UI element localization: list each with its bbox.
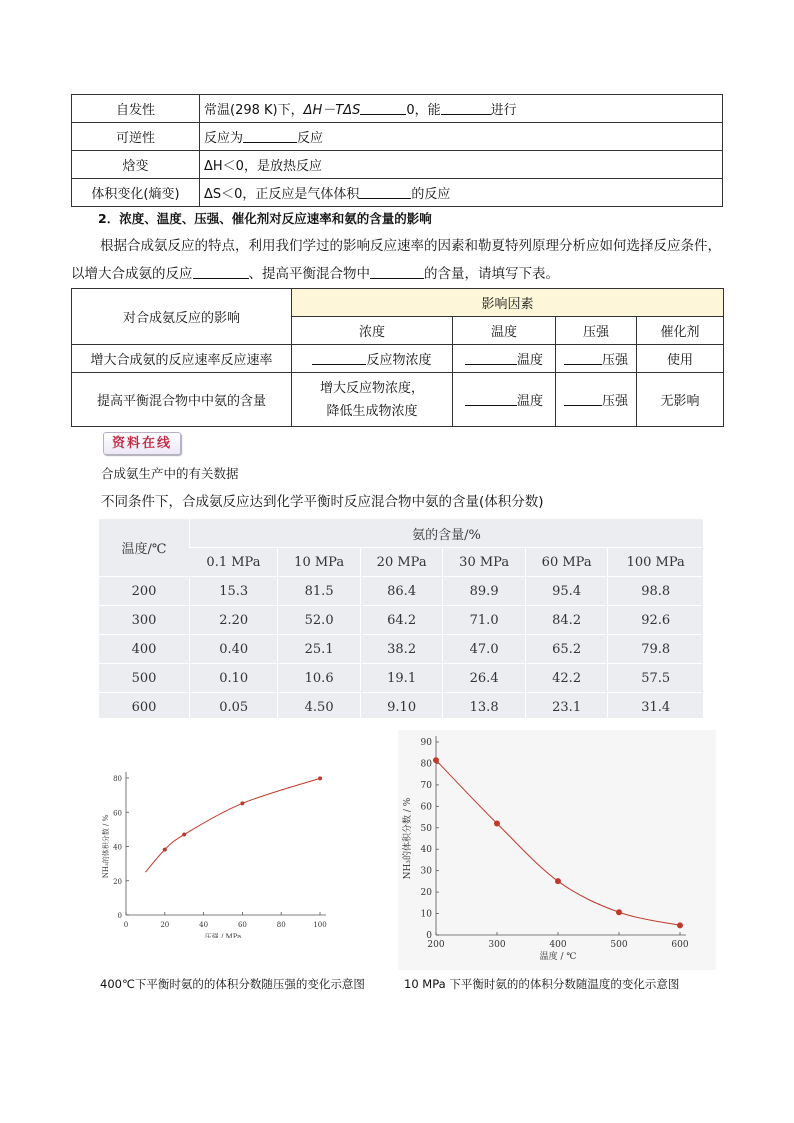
fill-blank	[564, 351, 602, 365]
y-tick-label: 20	[113, 877, 122, 886]
row-label: 增大合成氨的反应速率反应速率	[72, 345, 292, 373]
property-value: ΔS＜0，正反应是气体体积 的反应	[200, 179, 723, 207]
column-header: 催化剂	[637, 317, 724, 345]
y-tick-label: 0	[117, 912, 122, 920]
property-key: 可逆性	[72, 123, 200, 151]
property-key: 自发性	[72, 95, 200, 123]
chart-background	[398, 730, 716, 970]
table-row	[72, 345, 724, 373]
table-cell: 温度	[453, 373, 556, 427]
y-tick-label: 60	[420, 802, 432, 813]
chart-svg	[398, 730, 716, 970]
column-header: 60 MPa	[525, 548, 608, 577]
table-cell: 19.1	[360, 664, 443, 693]
y-tick-label: 40	[420, 845, 432, 856]
temperature-chart	[398, 730, 716, 970]
table-cell: 温度	[453, 345, 556, 373]
data-point	[182, 833, 186, 837]
row-label: 提高平衡混合物中中氨的含量	[72, 373, 292, 427]
table-cell: 81.5	[278, 577, 361, 606]
y-tick-label: 90	[420, 738, 432, 748]
data-point	[494, 820, 500, 826]
x-tick-label: 80	[276, 921, 286, 929]
table-cell: 47.0	[443, 635, 526, 664]
y-tick-label: 60	[113, 809, 122, 818]
table-cell: 26.4	[443, 664, 526, 693]
table-cell: 57.5	[608, 664, 703, 693]
table-cell: 42.2	[525, 664, 608, 693]
x-tick-label: 200	[427, 940, 445, 950]
column-header: 压强	[556, 317, 637, 345]
table-cell: 95.4	[525, 577, 608, 606]
fill-blank	[465, 351, 517, 365]
data-point	[433, 757, 439, 763]
table-cell: 15.3	[190, 577, 278, 606]
chart-svg	[98, 748, 338, 938]
table-row	[72, 95, 723, 123]
x-tick-label: 100	[313, 921, 327, 929]
table-cell: 71.0	[443, 606, 526, 635]
section-heading: 2．浓度、温度、压强、催化剂对反应速率和氨的含量的影响	[98, 211, 432, 226]
table-cell: 23.1	[525, 693, 608, 722]
table-row	[99, 693, 703, 722]
table-cell: 使用	[637, 345, 724, 373]
x-tick-label: 300	[488, 940, 506, 950]
data-subtitle: 不同条件下，合成氨反应达到化学平衡时反应混合物中氨的含量(体积分数)	[101, 494, 544, 510]
corner-cell: 对合成氨反应的影响	[72, 289, 292, 345]
property-key: 体积变化(熵变)	[72, 179, 200, 207]
chart-caption-pressure: 400℃下平衡时氨的的体积分数随压强的变化示意图	[100, 977, 365, 991]
x-axis-label: 压强 / MPa	[204, 933, 242, 938]
x-tick-label: 60	[237, 921, 247, 929]
table-cell: 38.2	[360, 635, 443, 664]
table-cell: 92.6	[608, 606, 703, 635]
data-point	[555, 878, 561, 884]
table-cell: 52.0	[278, 606, 361, 635]
data-point	[240, 801, 244, 805]
factor-table	[71, 288, 724, 427]
table-cell: 4.50	[278, 693, 361, 722]
data-title: 合成氨生产中的有关数据	[101, 466, 239, 481]
column-header: 30 MPa	[443, 548, 526, 577]
table-cell: 压强	[556, 345, 637, 373]
nh3-table-grid	[99, 519, 703, 722]
table-row	[72, 151, 723, 179]
table-cell: 64.2	[360, 606, 443, 635]
column-header: 0.1 MPa	[190, 548, 278, 577]
column-header: 温度	[453, 317, 556, 345]
property-value: 反应为 反应	[200, 123, 723, 151]
x-tick-label: 400	[549, 940, 567, 950]
table-row	[99, 635, 703, 664]
table-cell: 86.4	[360, 577, 443, 606]
table-cell: 增大反应物浓度， 降低生成物浓度	[292, 373, 453, 427]
table-cell: 10.6	[278, 664, 361, 693]
column-header: 20 MPa	[360, 548, 443, 577]
table-row	[72, 289, 724, 317]
group-header: 氨的含量/%	[190, 519, 704, 548]
table-cell: 反应物浓度	[292, 345, 453, 373]
fill-blank	[441, 101, 491, 115]
table-row	[99, 606, 703, 635]
row-temp: 500	[99, 664, 190, 693]
x-axis-label: 温度 / ℃	[539, 952, 577, 962]
row-header: 温度/℃	[99, 519, 190, 577]
table-row	[72, 179, 723, 207]
column-header: 浓度	[292, 317, 453, 345]
intro-paragraph: 根据合成氨反应的特点，利用我们学过的影响反应速率的因素和勒夏特列原理分析应如何选择反应条件，以增大合成氨的反应 、提高平衡混合物中 的含量，请填写下表。	[71, 238, 721, 282]
table-cell: 压强	[556, 373, 637, 427]
x-tick-label: 40	[199, 921, 209, 929]
x-tick-label: 20	[160, 921, 170, 929]
y-tick-label: 10	[420, 909, 432, 920]
fill-blank	[312, 351, 366, 365]
property-table	[71, 94, 723, 207]
fill-blank	[360, 101, 406, 115]
y-tick-label: 40	[113, 843, 122, 852]
table-cell: 0.05	[190, 693, 278, 722]
chart-caption-temperature: 10 MPa 下平衡时氨的的体积分数随温度的变化示意图	[404, 977, 680, 991]
chart-background	[98, 748, 338, 938]
row-temp: 600	[99, 693, 190, 722]
nh3-data-table	[99, 519, 703, 718]
fill-blank	[243, 129, 297, 143]
table-row	[72, 373, 724, 427]
table-cell: 84.2	[525, 606, 608, 635]
table-row	[99, 664, 703, 693]
y-tick-label: 80	[420, 759, 432, 770]
y-tick-label: 80	[113, 775, 122, 783]
data-point	[616, 909, 622, 915]
data-point	[677, 922, 683, 928]
property-value: ΔH＜0，是放热反应	[200, 151, 723, 179]
table-row	[99, 577, 703, 606]
table-row	[99, 548, 703, 577]
data-point	[163, 848, 167, 852]
table-cell: 79.8	[608, 635, 703, 664]
table-cell: 2.20	[190, 606, 278, 635]
x-tick-label: 600	[671, 940, 689, 950]
y-tick-label: 50	[420, 823, 432, 834]
resource-badge: 资料在线	[103, 432, 181, 455]
pressure-chart	[98, 748, 338, 938]
table-row	[72, 123, 723, 151]
table-cell: 65.2	[525, 635, 608, 664]
row-temp: 300	[99, 606, 190, 635]
x-tick-label: 500	[610, 940, 628, 950]
x-tick-label: 0	[123, 921, 129, 929]
data-point	[318, 776, 322, 780]
fill-blank	[465, 392, 517, 406]
y-tick-label: 0	[426, 931, 432, 941]
column-header: 10 MPa	[278, 548, 361, 577]
table-cell: 无影响	[637, 373, 724, 427]
table-cell: 0.10	[190, 664, 278, 693]
y-axis-label: NH₃的体积分数 / %	[403, 797, 413, 880]
property-value: 常温(298 K)下，ΔH－TΔS 0，能 进行	[200, 95, 723, 123]
column-header: 100 MPa	[608, 548, 703, 577]
y-tick-label: 30	[420, 866, 432, 877]
table-cell: 31.4	[608, 693, 703, 722]
row-temp: 200	[99, 577, 190, 606]
table-cell: 0.40	[190, 635, 278, 664]
group-header: 影响因素	[292, 289, 724, 317]
y-tick-label: 70	[420, 780, 432, 791]
fill-blank	[370, 265, 424, 279]
table-cell: 13.8	[443, 693, 526, 722]
fill-blank	[193, 265, 249, 279]
row-temp: 400	[99, 635, 190, 664]
fill-blank	[359, 185, 411, 199]
table-row	[99, 519, 703, 548]
y-tick-label: 20	[420, 888, 432, 899]
table-cell: 25.1	[278, 635, 361, 664]
nh3-table-body	[99, 577, 703, 722]
y-axis-label: NH₃的体积分数 / %	[102, 814, 110, 879]
property-key: 焓变	[72, 151, 200, 179]
fill-blank	[564, 392, 602, 406]
table-cell: 98.8	[608, 577, 703, 606]
table-cell: 89.9	[443, 577, 526, 606]
table-cell: 9.10	[360, 693, 443, 722]
